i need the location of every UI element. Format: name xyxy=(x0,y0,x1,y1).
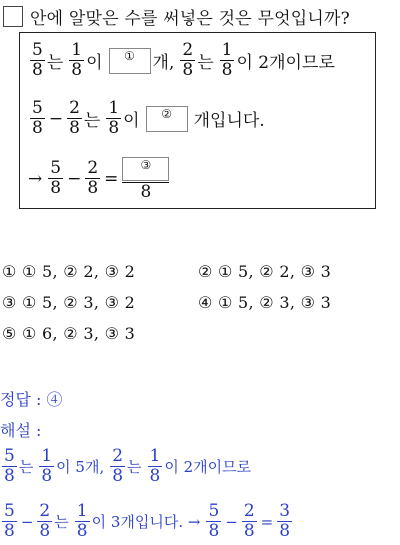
answer-blank-2[interactable]: ② xyxy=(146,106,188,132)
problem-line-1: $\frac{5}{8}$ 는 $\frac{1}{8}$ 이 ① 개, $\frac{2}{8}$ 는 $\frac{1}{8}$ 이 2개이므로 xyxy=(32,40,335,80)
problem-line-2: $\frac{5}{8}$ − $\frac{2}{8}$ 는 $\frac{1}{8}$ 이 ② 개입니다. xyxy=(32,98,265,138)
choice-5[interactable]: ⑤ ① 6, ② 3, ③ 3 xyxy=(2,324,136,343)
fraction: $\frac{2}{8}$ xyxy=(112,446,124,486)
choice-4[interactable]: ④ ① 5, ② 3, ③ 3 xyxy=(198,293,332,312)
choice-1[interactable]: ① ① 5, ② 2, ③ 2 xyxy=(2,262,136,281)
fraction: $\frac{1}{8}$ xyxy=(76,501,88,541)
question-text: 안에 알맞은 수를 써넣은 것은 무엇입니까? xyxy=(30,8,350,29)
explanation-label: 해설 : xyxy=(0,421,42,440)
fraction: $\frac{1}{8}$ xyxy=(149,446,161,486)
answer-blank-1[interactable]: ① xyxy=(109,48,151,74)
fraction: $\frac{5}{8}$ xyxy=(32,98,43,138)
arrow-icon: → xyxy=(28,168,43,189)
answer-label: 정답 : ④ xyxy=(0,390,63,409)
fraction: $\frac{5}{8}$ xyxy=(4,501,15,541)
fraction-with-blank: $\frac{\text{③}}{8}$ xyxy=(122,155,169,202)
fraction: $\frac{2}{8}$ xyxy=(39,501,51,541)
fraction: $\frac{5}{8}$ xyxy=(50,158,62,198)
explanation-line-1: $\frac{5}{8}$ 는 $\frac{1}{8}$ 이 5개, $\frac{2}{8}$ 는 $\frac{1}{8}$ 이 2개이므로 xyxy=(4,446,252,486)
fraction: $\frac{5}{8}$ xyxy=(4,446,15,486)
fraction: $\frac{1}{8}$ xyxy=(71,40,83,80)
fraction: $\frac{2}{8}$ xyxy=(182,40,194,80)
fraction: $\frac{1}{8}$ xyxy=(221,40,233,80)
fraction: $\frac{5}{8}$ xyxy=(32,40,43,80)
answer-blank-3[interactable]: ③ xyxy=(122,157,169,181)
explanation-line-2: $\frac{5}{8}$ − $\frac{2}{8}$ 는 $\frac{1}{8}$ 이 3개입니다. → $\frac{5}{8}$ − $\frac{2}{8}$ = $\frac{3}{8}$ xyxy=(4,501,291,541)
question-number-box xyxy=(3,6,23,27)
fraction: $\frac{1}{8}$ xyxy=(108,98,120,138)
fraction: $\frac{5}{8}$ xyxy=(208,501,220,541)
problem-box xyxy=(19,32,376,209)
problem-line-3: → $\frac{5}{8}$ − $\frac{2}{8}$ = $\frac{\text{③}}{8}$ xyxy=(28,155,171,202)
fraction: $\frac{2}{8}$ xyxy=(243,501,255,541)
fraction: $\frac{3}{8}$ xyxy=(279,501,291,541)
choice-2[interactable]: ② ① 5, ② 2, ③ 3 xyxy=(198,262,332,281)
fraction: $\frac{2}{8}$ xyxy=(69,98,80,138)
fraction: $\frac{2}{8}$ xyxy=(87,158,99,198)
choice-3[interactable]: ③ ① 5, ② 3, ③ 2 xyxy=(2,293,136,312)
question-row xyxy=(3,3,350,29)
fraction: $\frac{1}{8}$ xyxy=(41,446,53,486)
